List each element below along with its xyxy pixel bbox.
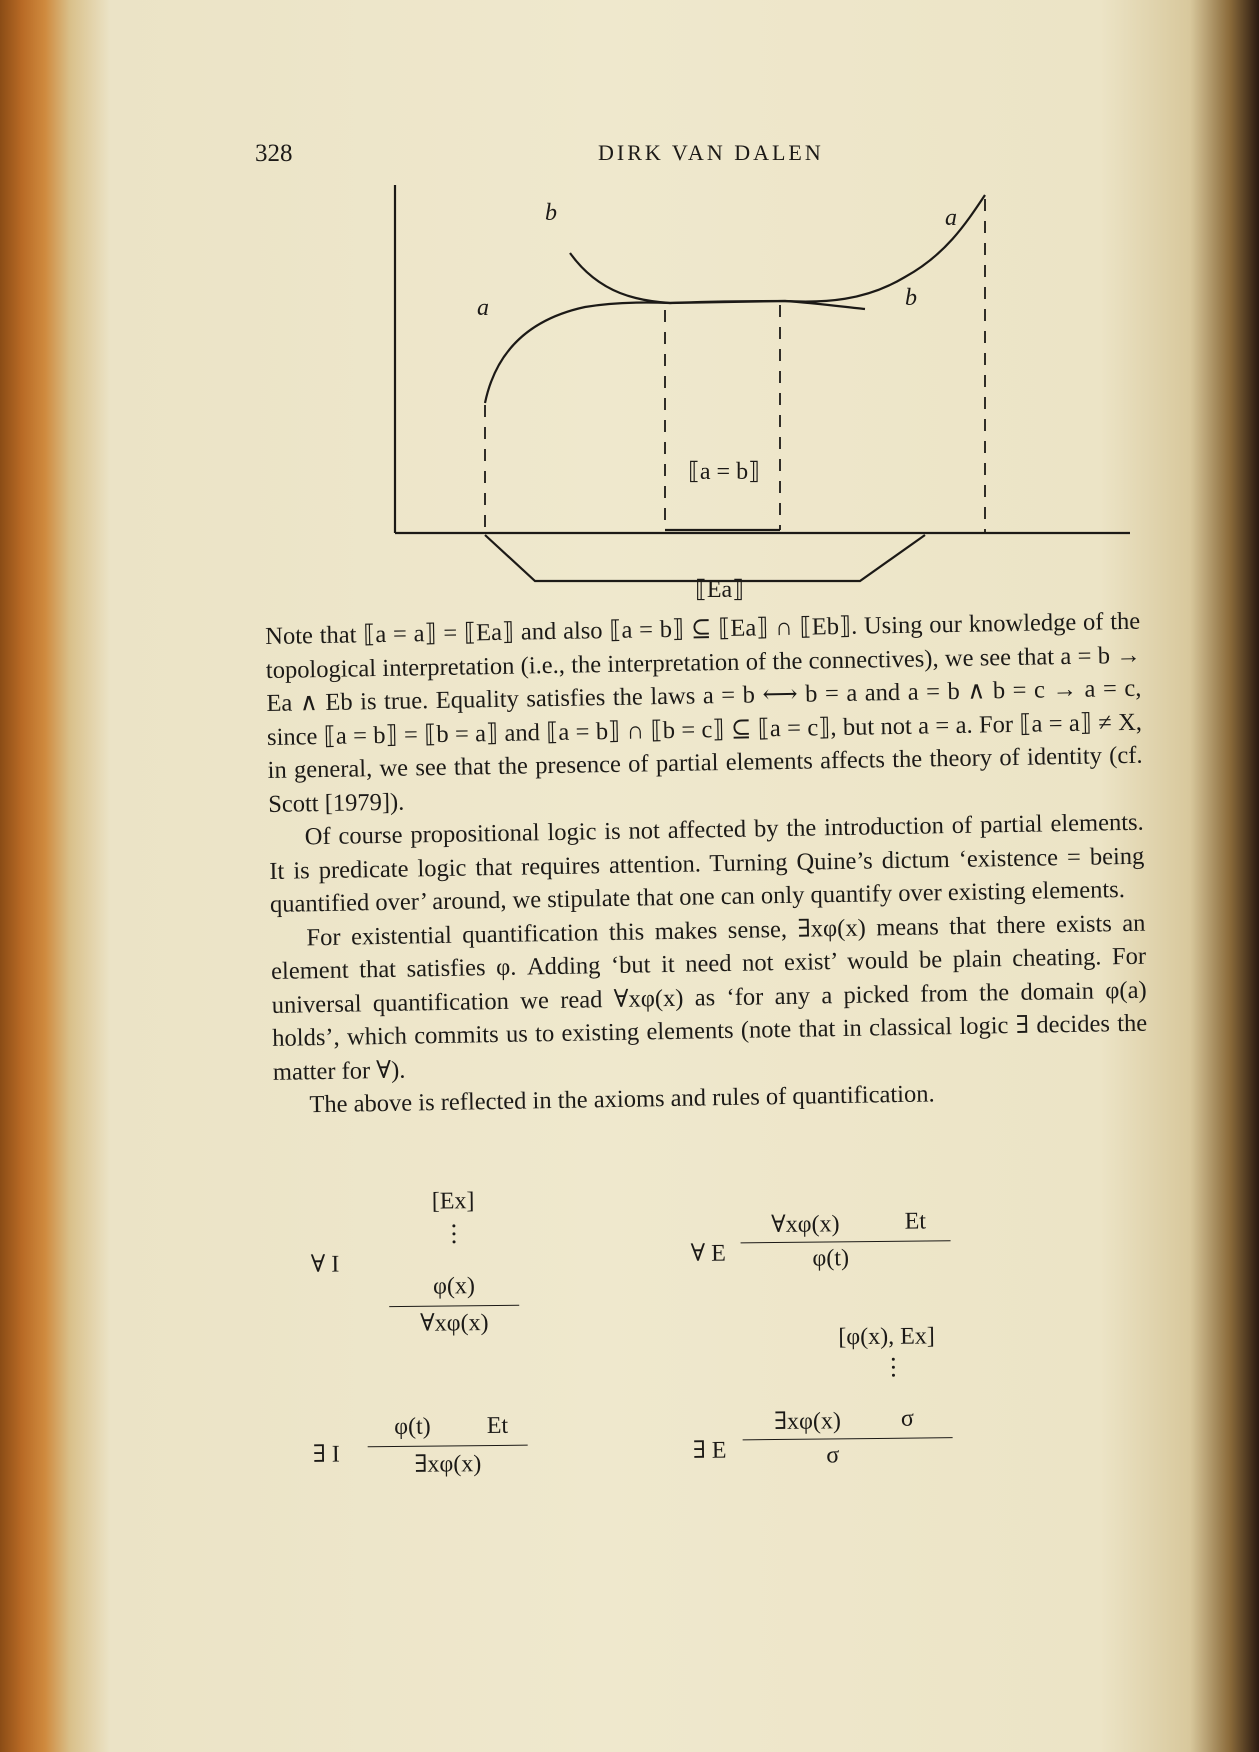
derivation-dots (892, 1358, 896, 1382)
rule-conclusion: σ (826, 1442, 840, 1469)
rule-premise-right: Et (904, 1208, 927, 1235)
derivation-dots (452, 1224, 456, 1248)
label-eq-interval: ⟦a = b⟧ (688, 459, 760, 485)
paragraph: The above is reflected in the axioms and rules of quantification. (309, 1080, 935, 1119)
label-b-right: b (905, 285, 917, 311)
paragraph: Of course propositional logic is not affected by the introduction of partial elements. It is predicate logic that requires attention. Turning Quine’s dictum ‘existence = being quantified over’ around, we stipulate that one can only quantify over existing elements. (269, 808, 1145, 918)
rule-exists-intro (302, 1412, 563, 1495)
label-b-left: b (545, 200, 557, 226)
body-text (265, 605, 1149, 1123)
paragraph: Note that ⟦a = a⟧ = ⟦Ea⟧ and also ⟦a = b⟧ ⊆ ⟦Ea⟧ ∩ ⟦Eb⟧. Using our knowledge of the topological interpretation (i.e., the interpretation of the connectives), we see that a = b → Ea ∧ Eb is true. Equality satisfies the laws a = b ⟷ b = a and a = b ∧ b = c → a = c, since ⟦a = b⟧ = ⟦b = a⟧ and ⟦a = b⟧ ∩ ⟦b = c⟧ ⊆ ⟦a = c⟧, but not a = a. For ⟦a = a⟧ ≠ X, in general, we see that the presence of partial elements affects the theory of identity (cf. Scott [1979]). (265, 607, 1143, 818)
rule-forall-elim (690, 1208, 991, 1291)
inference-line (743, 1437, 953, 1440)
rule-premise-left: ∀xφ(x) (771, 1211, 840, 1239)
figure-drawing (385, 185, 1135, 625)
rule-name: ∃ I (312, 1441, 340, 1468)
label-a-left: a (477, 295, 489, 321)
rule-conclusion: ∃xφ(x) (414, 1451, 482, 1478)
page-header (255, 140, 1055, 180)
rule-conclusion: φ(t) (812, 1245, 850, 1272)
rule-name: ∀ I (310, 1251, 340, 1278)
rule-exists-elim (691, 1323, 993, 1496)
rule-conclusion: ∀xφ(x) (420, 1310, 489, 1337)
running-head: DIRK VAN DALEN (598, 140, 824, 165)
inference-line (389, 1305, 519, 1307)
inference-line (368, 1445, 528, 1448)
rule-premise-left: ∃xφ(x) (773, 1408, 842, 1436)
rule-premise: φ(x) (432, 1273, 476, 1300)
identity-figure (385, 185, 1135, 625)
quantifier-rules (300, 1183, 1003, 1520)
rule-premise-left: φ(t) (394, 1413, 431, 1441)
label-a-right: a (945, 205, 957, 231)
rule-name: ∃ E (692, 1437, 727, 1464)
label-ea-interval: ⟦Ea⟧ (695, 577, 745, 603)
page-number: 328 (255, 140, 293, 167)
rule-assumption: [φ(x), Ex] (838, 1323, 935, 1351)
rule-premise-right: σ (900, 1405, 915, 1432)
rule-name: ∀ E (690, 1240, 726, 1267)
paragraph: For existential quantification this makes sense, ∃xφ(x) means that there exists an element that satisfies φ. Adding ‘but it need not exist’ would be plain cheating. For universal quantification we read ∀xφ(x) as ‘for any a picked from the domain φ(a) holds’, which commits us to existing elements (note that in classical logic ∃ decides the matter for ∀). (270, 909, 1148, 1086)
rule-assumption: [Ex] (431, 1188, 475, 1215)
rule-forall-intro (300, 1187, 551, 1337)
rule-premise-right: Et (486, 1412, 509, 1440)
inference-line (741, 1240, 951, 1243)
